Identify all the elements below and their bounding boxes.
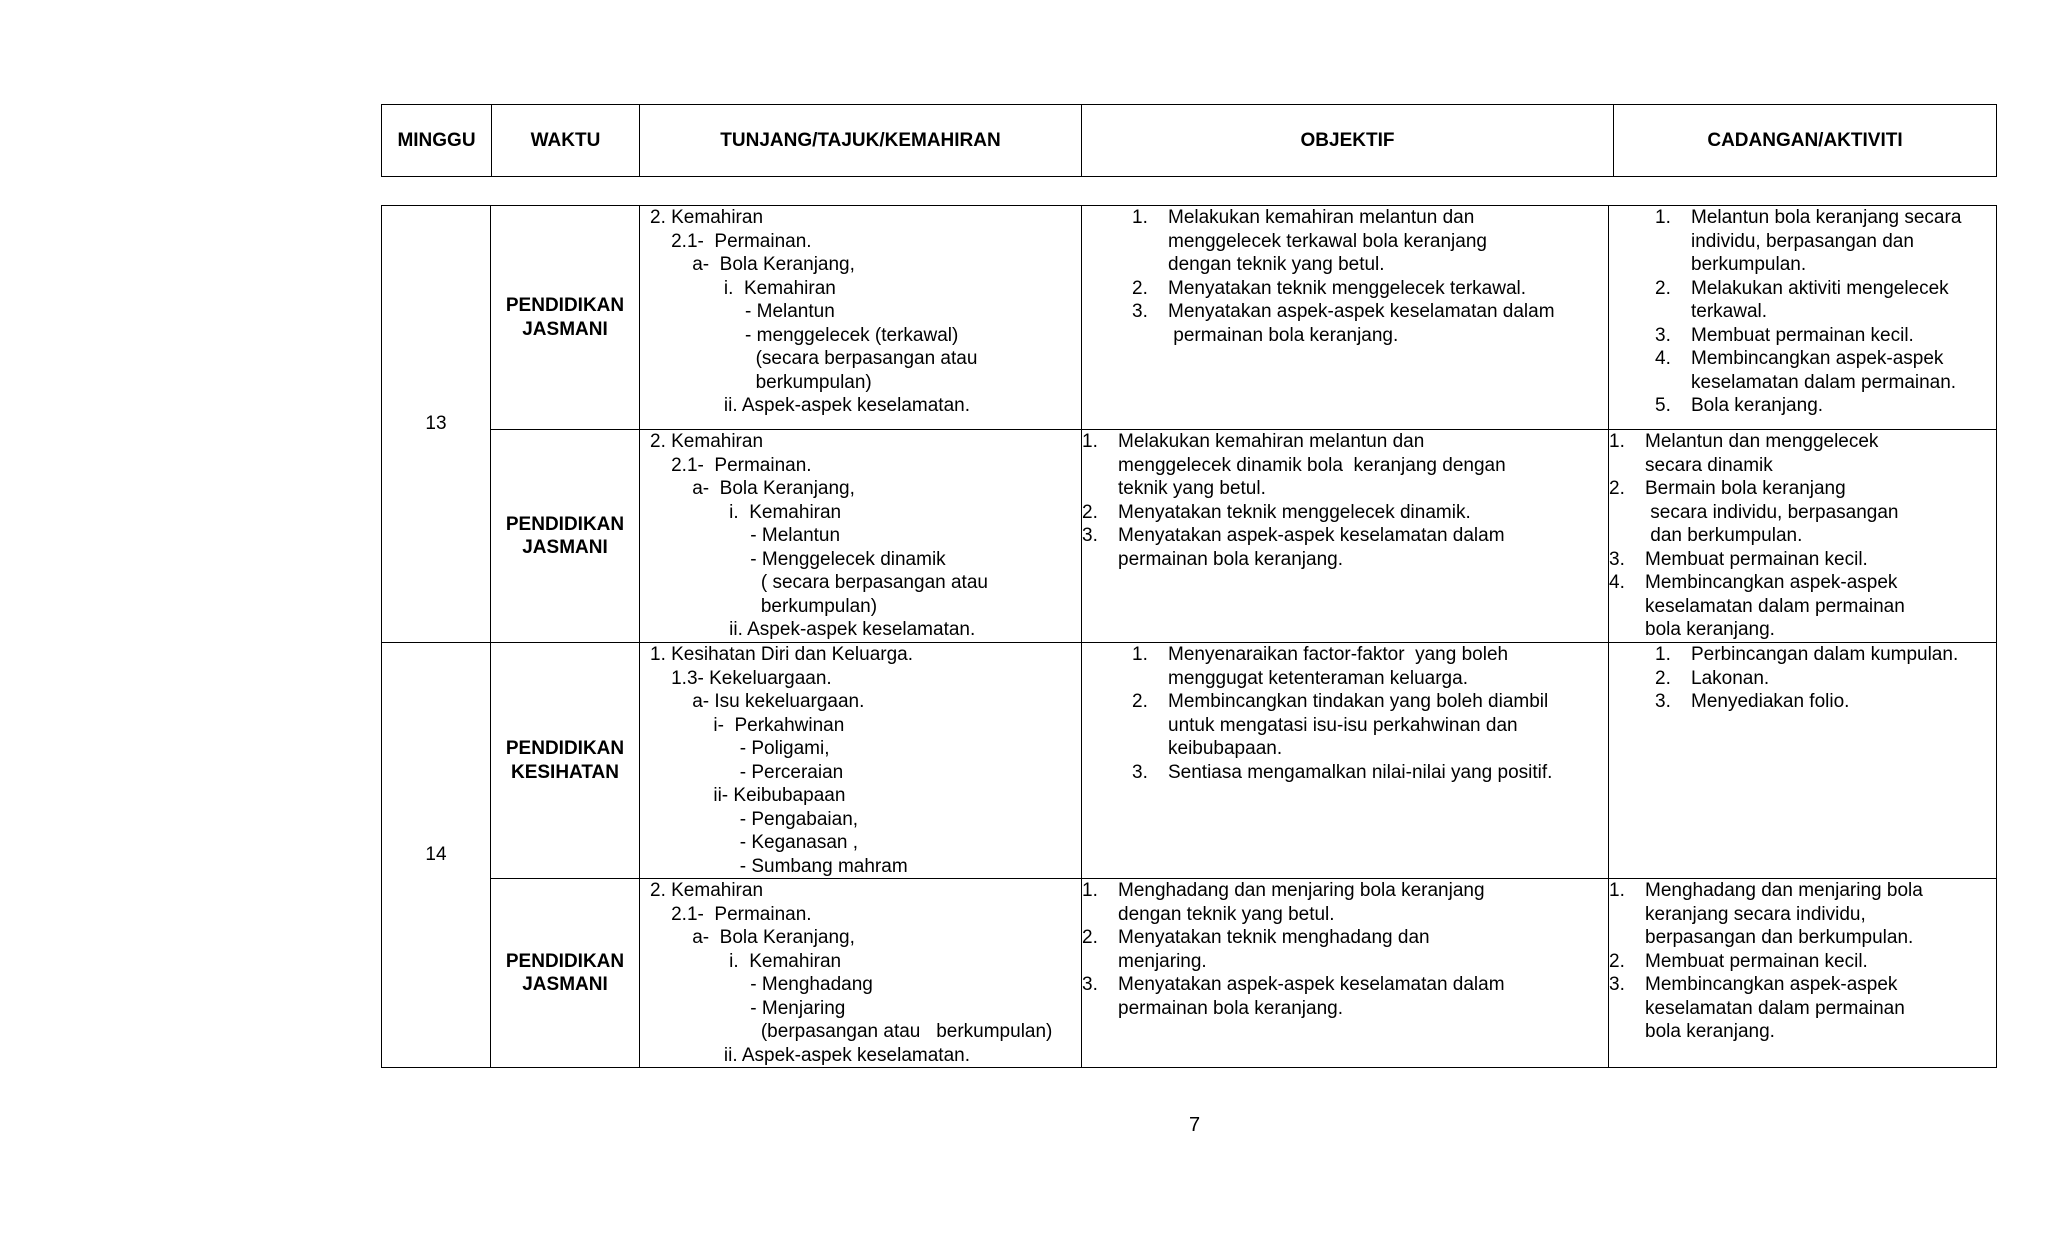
objektif-item [1132,300,1608,347]
waktu-cell [491,643,640,879]
cadangan-item [1655,643,1996,667]
cadangan-item-text: dan berkumpulan. [1645,525,1803,546]
objektif-item-number: 3. [1132,301,1148,322]
objektif-item-text: Menghadang dan menjaring bola keranjang [1118,880,1485,901]
cadangan-item-text: secara dinamik [1645,454,1773,476]
tunjang-cell [640,430,1082,643]
subject-label: JASMANI [522,318,608,340]
cadangan-item-number: 5. [1655,395,1671,416]
tunjang-line: berkumpulan) [650,595,878,617]
objektif-item-text: Menyatakan aspek-aspek keselamatan dalam [1118,525,1505,546]
cadangan-item [1609,950,1996,974]
header-table [381,104,1997,177]
tunjang-line: 2.1- Permainan. [650,230,812,252]
cadangan-item-text: Melakukan aktiviti mengelecek [1691,277,1949,299]
objektif-item-text: Menyatakan teknik menggelecek terkawal. [1168,277,1527,299]
objektif-item-number: 1. [1082,880,1098,901]
subject-label: JASMANI [522,537,608,558]
cadangan-cell [1609,430,1997,643]
subject-label: JASMANI [522,974,608,995]
tunjang-line: - Menghadang [650,974,873,995]
cadangan-list [1609,643,1996,714]
cadangan-item-number: 2. [1609,478,1625,499]
tunjang-line: i. Kemahiran [650,950,842,972]
cadangan-item [1609,430,1996,477]
objektif-item-text: keibubapaan. [1168,738,1283,759]
tunjang-line: - Perceraian [650,761,844,783]
cadangan-item-text: berkumpulan. [1691,254,1807,275]
objektif-item-number: 2. [1082,927,1098,948]
objektif-item-text: menggelecek terkawal bola keranjang [1168,230,1487,252]
objektif-cell [1082,643,1609,879]
tunjang-line: - Menggelecek dinamik [650,548,946,570]
objektif-cell [1082,879,1609,1068]
tunjang-line: - Keganasan , [650,832,859,853]
objektif-item-text: Menyatakan aspek-aspek keselamatan dalam [1168,301,1555,322]
objektif-item-text: Melakukan kemahiran melantun dan [1168,207,1475,228]
objektif-cell [1082,430,1609,643]
tunjang-line: - menggelecek (terkawal) [650,324,959,346]
header-row [382,105,1997,177]
cadangan-item-text: Membincangkan aspek-aspek [1691,348,1944,369]
subject-label: PENDIDIKAN [505,950,625,972]
tunjang-line: 2. Kemahiran [650,431,764,452]
cadangan-item-text: keselamatan dalam permainan [1645,997,1905,1019]
objektif-list [1082,643,1608,784]
cadangan-item-text: Membincangkan aspek-aspek [1645,572,1898,593]
tunjang-line: ii. Aspek-aspek keselamatan. [650,1044,970,1066]
header-tunjang: TUNJANG/TAJUK/KEMAHIRAN [640,105,1082,177]
cadangan-item [1655,667,1996,691]
table-row [382,643,1997,879]
subject-label: PENDIDIKAN [505,513,625,535]
cadangan-item-number: 1. [1655,207,1671,228]
cadangan-item-text: Membuat permainan kecil. [1691,324,1914,346]
objektif-item-text: dengan teknik yang betul. [1118,903,1335,925]
cadangan-item-number: 1. [1609,431,1625,452]
tunjang-line: (berpasangan atau berkumpulan) [650,1021,1053,1042]
tunjang-line: 2.1- Permainan. [650,903,812,925]
tunjang-line: 1. Kesihatan Diri dan Keluarga. [650,644,913,665]
tunjang-line: i. Kemahiran [650,501,842,523]
cadangan-item-text: bola keranjang. [1645,1021,1775,1042]
objektif-item-text: menggelecek dinamik bola keranjang dengan [1118,454,1506,476]
objektif-item-text: Membincangkan tindakan yang boleh diambil [1168,691,1549,712]
cadangan-item-number: 3. [1609,974,1625,995]
objektif-cell [1082,206,1609,430]
tunjang-line: i. Kemahiran [650,277,836,299]
objektif-item [1082,926,1608,973]
header-waktu: WAKTU [492,105,640,177]
subject-label: KESIHATAN [510,761,620,783]
cadangan-item-text: keselamatan dalam permainan [1645,595,1905,617]
table-row [382,430,1997,643]
cadangan-item-text: Lakonan. [1691,667,1770,689]
cadangan-item-number: 3. [1655,691,1671,712]
waktu-cell [491,206,640,430]
header-cadangan: CADANGAN/AKTIVITI [1614,105,1997,177]
cadangan-item [1655,347,1996,394]
objektif-item-text: Menyatakan teknik menggelecek dinamik. [1118,501,1471,523]
cadangan-item-text: individu, berpasangan dan [1691,230,1914,252]
table-row [382,879,1997,1068]
cadangan-item [1609,571,1996,642]
objektif-item-text: permainan bola keranjang. [1168,324,1399,346]
cadangan-item-text: berpasangan dan berkumpulan. [1645,927,1914,948]
objektif-item-number: 3. [1132,761,1148,783]
cadangan-item [1655,206,1996,277]
cadangan-item-number: 2. [1655,277,1671,299]
cadangan-cell [1609,879,1997,1068]
cadangan-list [1609,206,1996,418]
objektif-item-text: Melakukan kemahiran melantun dan [1118,431,1425,452]
objektif-item-number: 2. [1132,277,1148,299]
header-minggu: MINGGU [382,105,492,177]
objektif-item-number: 1. [1082,431,1098,452]
cadangan-item-text: Membuat permainan kecil. [1645,548,1868,570]
objektif-item-text: Menyatakan teknik menghadang dan [1118,927,1430,948]
cadangan-item-text: Bermain bola keranjang [1645,478,1846,499]
cadangan-cell [1609,643,1997,879]
table-row [382,206,1997,430]
week-number: 14 [382,643,491,1068]
cadangan-item-text: bola keranjang. [1645,619,1775,640]
cadangan-item-number: 2. [1655,667,1671,689]
tunjang-line: a- Bola Keranjang, [650,254,855,275]
objektif-item [1082,524,1608,571]
objektif-item [1132,643,1608,690]
cadangan-item [1655,394,1996,418]
objektif-item-text: dengan teknik yang betul. [1168,254,1385,275]
cadangan-item-text: Menghadang dan menjaring bola [1645,880,1923,901]
objektif-item-text: teknik yang betul. [1118,478,1266,499]
tunjang-line: a- Bola Keranjang, [650,478,855,499]
cadangan-item-text: Membincangkan aspek-aspek [1645,974,1898,995]
tunjang-cell [640,879,1082,1068]
week-number: 13 [382,206,491,643]
objektif-item [1082,973,1608,1020]
tunjang-line: - Melantun [650,525,841,546]
objektif-list [1082,430,1608,571]
cadangan-item [1655,690,1996,714]
tunjang-line: - Pengabaian, [650,808,859,830]
tunjang-line: a- Isu kekeluargaan. [650,691,865,712]
objektif-item [1082,430,1608,501]
objektif-item-text: Menyatakan aspek-aspek keselamatan dalam [1118,974,1505,995]
header-objektif: OBJEKTIF [1082,105,1614,177]
objektif-item-number: 3. [1082,974,1098,995]
tunjang-line: ( secara berpasangan atau [650,572,988,593]
cadangan-item-text: secara individu, berpasangan [1645,501,1899,523]
tunjang-line: - Menjaring [650,997,846,1019]
cadangan-item [1609,477,1996,548]
objektif-item-text: untuk mengatasi isu-isu perkahwinan dan [1168,714,1518,736]
cadangan-item [1609,879,1996,950]
cadangan-item-text: keselamatan dalam permainan. [1691,371,1957,393]
objektif-item-text: permainan bola keranjang. [1118,548,1343,570]
objektif-item-text: menjaring. [1118,950,1207,972]
cadangan-item [1609,548,1996,572]
objektif-item-number: 2. [1082,501,1098,523]
cadangan-item [1655,324,1996,348]
waktu-cell [491,430,640,643]
objektif-item [1082,879,1608,926]
cadangan-item-number: 2. [1609,950,1625,972]
cadangan-list [1609,430,1996,642]
cadangan-item-number: 1. [1655,644,1671,665]
subject-label: PENDIDIKAN [505,738,625,759]
cadangan-item-text: Perbincangan dalam kumpulan. [1691,644,1959,665]
tunjang-line: i- Perkahwinan [650,714,845,736]
tunjang-line: 1.3- Kekeluargaan. [650,667,832,689]
objektif-item-number: 2. [1132,691,1148,712]
tunjang-line: berkumpulan) [650,371,872,393]
schedule-body [382,206,1997,1068]
cadangan-item-text: Bola keranjang. [1691,395,1824,416]
page-number: 7 [1189,1114,1201,1136]
objektif-item [1132,761,1608,785]
objektif-item-text: Menyenaraikan factor-faktor yang boleh [1168,644,1509,665]
cadangan-item-text: terkawal. [1691,301,1768,322]
objektif-list [1082,206,1608,347]
objektif-item-text: Sentiasa mengamalkan nilai-nilai yang positif. [1168,761,1553,783]
cadangan-item-number: 1. [1609,880,1625,901]
tunjang-line: - Melantun [650,301,835,322]
tunjang-line: (secara berpasangan atau [650,348,978,369]
schedule-table [381,205,1997,1068]
objektif-item-text: permainan bola keranjang. [1118,997,1343,1019]
objektif-item-text: menggugat ketenteraman keluarga. [1168,667,1468,689]
objektif-item [1082,501,1608,525]
objektif-item [1132,206,1608,277]
cadangan-item-text: Melantun dan menggelecek [1645,431,1879,452]
cadangan-item-number: 3. [1655,324,1671,346]
cadangan-item [1655,277,1996,324]
objektif-item [1132,690,1608,761]
cadangan-cell [1609,206,1997,430]
cadangan-item [1609,973,1996,1044]
objektif-list [1082,879,1608,1020]
tunjang-line: ii. Aspek-aspek keselamatan. [650,619,976,640]
objektif-item-number: 1. [1132,207,1148,228]
tunjang-cell [640,206,1082,430]
tunjang-line: 2. Kemahiran [650,880,764,901]
cadangan-item-number: 3. [1609,548,1625,570]
cadangan-list [1609,879,1996,1044]
tunjang-line: 2. Kemahiran [650,207,764,228]
objektif-item-number: 3. [1082,525,1098,546]
waktu-cell [491,879,640,1068]
cadangan-item-text: Membuat permainan kecil. [1645,950,1868,972]
objektif-item-number: 1. [1132,644,1148,665]
tunjang-line: ii- Keibubapaan [650,785,846,806]
tunjang-line: ii. Aspek-aspek keselamatan. [650,395,970,416]
cadangan-item-text: keranjang secara individu, [1645,903,1866,925]
tunjang-line: 2.1- Permainan. [650,454,812,476]
cadangan-item-number: 4. [1655,348,1671,369]
tunjang-line: - Sumbang mahram [650,855,908,877]
tunjang-cell [640,643,1082,879]
cadangan-item-number: 4. [1609,572,1625,593]
objektif-item [1132,277,1608,301]
tunjang-line: a- Bola Keranjang, [650,927,855,948]
tunjang-line: - Poligami, [650,738,830,759]
cadangan-item-text: Melantun bola keranjang secara [1691,207,1962,228]
subject-label: PENDIDIKAN [505,295,625,316]
cadangan-item-text: Menyediakan folio. [1691,691,1850,712]
